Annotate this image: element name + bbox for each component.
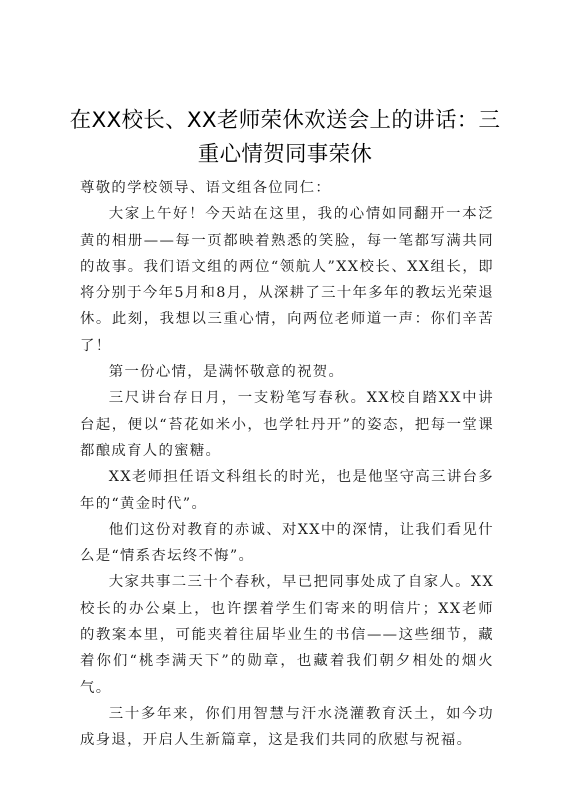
paragraph-first-feeling: 第一份心情，是满怀敬意的祝贺。: [108, 364, 345, 381]
paragraph-podium: 三尺讲台存日月，一支粉笔写春秋。XX校自踏XX中讲台起，便以“苔花如米小，也学牡丹开”的姿态，把每一堂课都酿成育人的蜜糖。: [80, 390, 494, 459]
paragraph-opening: 大家上午好！今天站在这里，我的心情如同翻开一本泛黄的相册——每一页都映着熟悉的笑脸，每一笔都写满共同的故事。我们语文组的两位“领航人”XX校长、XX组长，即将分别于今年5月和8月，从深耕了三十年多年的教坛光荣退休。此刻，我想以三重心情，向两位老师道一声：你们辛苦了！: [80, 206, 494, 354]
paragraph-golden-era: XX老师担任语文科组长的时光，也是他坚守高三讲台多年的“黄金时代”。: [80, 469, 494, 512]
document-body: [80, 175, 494, 754]
paragraph-colleagues: 大家共事二三十个春秋，早已把同事处成了自家人。XX校长的办公桌上，也许摆着学生们寄来的明信片；XX老师的教案本里，可能夹着往届毕业生的书信——这些细节，藏着你们“桃李满天下”的勋章，也藏着我们朝夕相处的烟火气。: [80, 574, 494, 696]
paragraph-closing: 三十多年来，你们用智慧与汗水浇灌教育沃土，如今功成身退，开启人生新篇章，这是我们共同的欣慰与祝福。: [80, 705, 494, 749]
greeting-line: 尊敬的学校领导、语文组各位同仁：: [80, 180, 332, 196]
paragraph-devotion: 他们这份对教育的赤诚、对XX中的深情，让我们看见什么是“情系杏坛终不悔”。: [80, 521, 494, 565]
document-title: 在XX校长、XX老师荣休欢送会上的讲话：三重心情贺同事荣休: [69, 108, 501, 167]
